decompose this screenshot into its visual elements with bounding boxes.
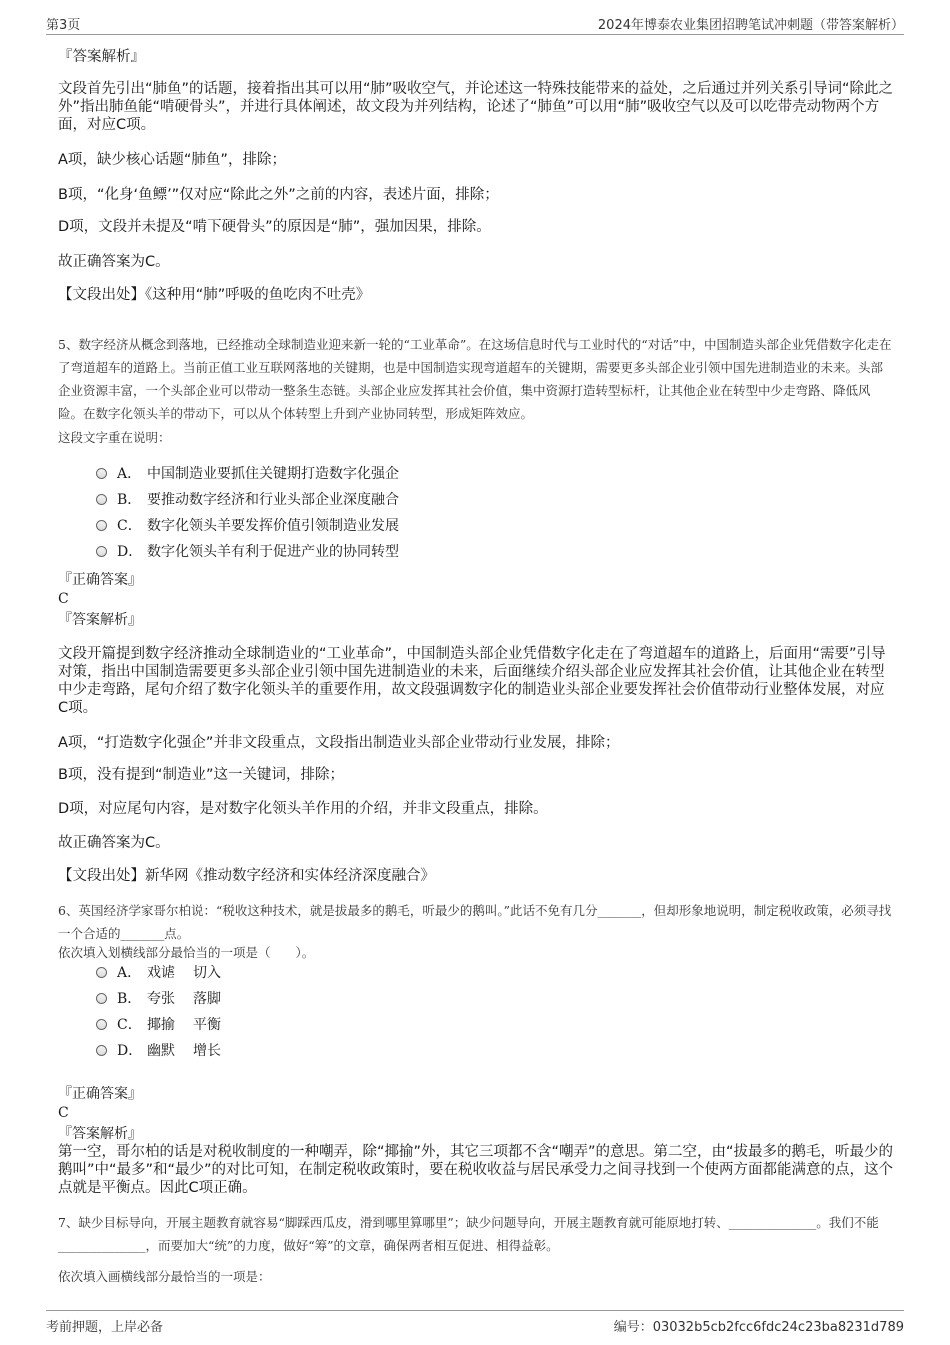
q7-prompt: 依次填入画横线部分最恰当的一项是： [58, 1269, 271, 1284]
q5-option-d-note: D项，对应尾句内容，是对数字化领头羊作用的介绍，并非文段重点，排除。 [58, 801, 548, 817]
q6-stem: 6、英国经济学家哥尔柏说：“税收这种技术，就是拔最多的鹅毛，听最少的鹅叫。”此话不免有几分_______，但却形象地说明，制定税收政策，必须寻找一个合适的_______点。 [58, 903, 892, 941]
q5-prompt: 这段文字重在说明： [58, 430, 171, 445]
q4-source: 【文段出处】《这种用“肺”呼吸的鱼吃肉不吐壳》 [58, 287, 371, 303]
footer-slogan: 考前押题，上岸必备 [46, 1320, 164, 1335]
radio-icon[interactable] [96, 520, 107, 531]
page-header [46, 12, 904, 35]
q4-option-d-note: D项，文段并未提及“啃下硬骨头”的原因是“肺”，强加因果，排除。 [58, 219, 491, 235]
q6-option-b[interactable]: B． 夸张 落脚 [96, 989, 221, 1009]
q5-option-b-note: B项，没有提到“制造业”这一关键词，排除； [58, 767, 344, 783]
q4-analysis-text: 文段首先引出“肺鱼”的话题，接着指出其可以用“肺”吸收空气，并论述这一特殊技能带来的益处，之后通过并列关系引导词“除此之外”指出肺鱼能“啃硬骨头”，并进行具体阐述，故文段为并列结构，论述了“肺鱼”可以用“肺”吸收空气以及可以吃带壳动物两个方面，对应C项。 [58, 81, 894, 133]
radio-icon[interactable] [96, 468, 107, 479]
q5-option-a-note: A项，“打造数字化强企”并非文段重点，文段指出制造业头部企业带动行业发展，排除； [58, 735, 620, 751]
document-title: 2024年博泰农业集团招聘笔试冲刺题（带答案解析） [597, 18, 904, 33]
q4-conclusion: 故正确答案为C。 [58, 254, 170, 270]
q6-option-d[interactable]: D． 幽默 增长 [96, 1041, 221, 1061]
q4-option-b-note: B项，“化身‘鱼鳔’”仅对应“除此之外”之前的内容，表述片面，排除； [58, 187, 499, 203]
radio-icon[interactable] [96, 1019, 107, 1030]
page-footer [46, 1310, 904, 1337]
q4-analysis-label: 『答案解析』 [58, 49, 145, 65]
radio-icon[interactable] [96, 993, 107, 1004]
q5-source: 【文段出处】新华网《推动数字经济和实体经济深度融合》 [58, 868, 435, 884]
q7-stem: 7、缺少目标导向，开展主题教育就容易“脚踩西瓜皮，滑到哪里算哪里”；缺少问题导向，开展主题教育就可能原地打转、______________。我们不能______________，而要加大“统”的力度，做好“筹”的文章，确保两者相互促进、相得益彰。 [58, 1215, 879, 1253]
document-id: 编号：03032b5cb2fcc6fdc24c23ba8231d789 [613, 1320, 904, 1335]
q6-analysis-label: 『答案解析』 [58, 1126, 142, 1142]
q5-option-a[interactable]: A． 中国制造业要抓住关键期打造数字化强企 [96, 464, 399, 484]
q6-answer-label: 『正确答案』 [58, 1086, 142, 1102]
q6-option-a[interactable]: A． 戏谑 切入 [96, 963, 221, 983]
q6-answer: C [58, 1105, 69, 1121]
q5-answer-label: 『正确答案』 [58, 572, 142, 588]
radio-icon[interactable] [96, 546, 107, 557]
q5-analysis-label: 『答案解析』 [58, 612, 142, 628]
radio-icon[interactable] [96, 494, 107, 505]
q5-analysis-text: 文段开篇提到数字经济推动全球制造业的“工业革命”，中国制造头部企业凭借数字化走在了弯道超车的道路上，后面用“需要”引导对策，指出中国制造需要更多头部企业引领中国先进制造业的未来，后面继续介绍头部企业应发挥其社会价值，让其他企业在转型中少走弯路，尾句介绍了数字化领头羊的重要作用，故文段强调数字化的制造业头部企业要发挥社会价值带动行业整体发展，对应C项。 [58, 646, 886, 716]
q6-analysis-text: 第一空，哥尔柏的话是对税收制度的一种嘲弄，除“揶揄”外，其它三项都不含“嘲弄”的意思。第二空，由“拔最多的鹅毛，听最少的鹅叫”中“最多”和“最少”的对比可知，在制定税收政策时，要在税收收益与居民承受力之间寻找到一个使两方面都能满意的点，这个点就是平衡点。因此C项正确。 [58, 1144, 894, 1196]
q5-option-d[interactable]: D． 数字化领头羊有利于促进产业的协同转型 [96, 542, 399, 562]
q5-stem: 5、数字经济从概念到落地，已经推动全球制造业迎来新一轮的“工业革命”。在这场信息时代与工业时代的“对话”中，中国制造头部企业凭借数字化走在了弯道超车的道路上。当前正值工业互联网落地的关键期，也是中国制造实现弯道超车的关键期，需要更多头部企业引领中国先进制造业的未来。头部企业资源丰富，一个头部企业可以带动一整条生态链。头部企业应发挥其社会价值，集中资源打造转型标杆，让其他企业在转型中少走弯路、降低风险。在数字化领头羊的带动下，可以从个体转型上升到产业协同转型，形成矩阵效应。 [58, 337, 892, 421]
q5-answer: C [58, 591, 69, 607]
radio-icon[interactable] [96, 967, 107, 978]
q5-conclusion: 故正确答案为C。 [58, 835, 170, 851]
radio-icon[interactable] [96, 1045, 107, 1056]
q6-prompt: 依次填入划横线部分最恰当的一项是（ ）。 [58, 945, 315, 960]
q5-option-b[interactable]: B． 要推动数字经济和行业头部企业深度融合 [96, 490, 399, 510]
q5-option-c[interactable]: C． 数字化领头羊要发挥价值引领制造业发展 [96, 516, 399, 536]
q4-option-a-note: A项，缺少核心话题“肺鱼”，排除； [58, 152, 286, 168]
page-number: 第3页 [46, 18, 81, 33]
q6-option-c[interactable]: C． 揶揄 平衡 [96, 1015, 221, 1035]
